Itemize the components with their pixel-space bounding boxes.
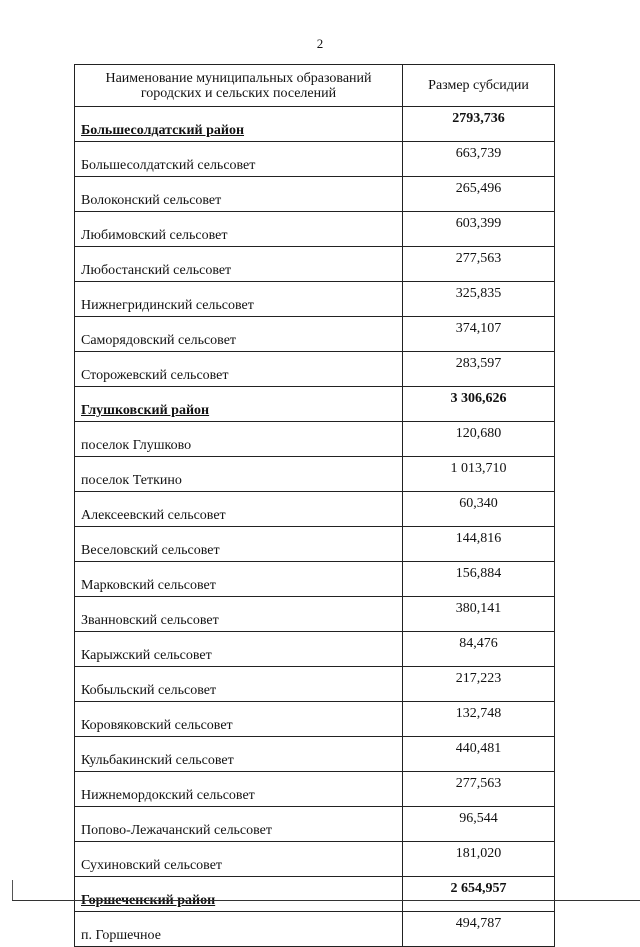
table-row — [75, 632, 555, 667]
district-name: Горшеченский район — [81, 893, 216, 908]
table-row — [75, 737, 555, 772]
subsidy-amount: 60,340 — [403, 492, 555, 527]
settlement-name: Сухиновский сельсовет — [75, 842, 403, 877]
subsidy-amount: 144,816 — [403, 527, 555, 562]
settlement-name: Кобыльский сельсовет — [75, 667, 403, 702]
table-row — [75, 912, 555, 947]
subsidy-table — [74, 64, 555, 947]
table-row — [75, 597, 555, 632]
scan-bottom-edge — [12, 900, 640, 901]
table-header-row — [75, 65, 555, 107]
subsidy-amount: 277,563 — [403, 247, 555, 282]
district-name: Большесолдатский район — [81, 123, 245, 138]
district-amount: 3 306,626 — [403, 387, 555, 422]
table-row — [75, 352, 555, 387]
settlement-name: Карыжский сельсовет — [75, 632, 403, 667]
settlement-name: Сторожевский сельсовет — [75, 352, 403, 387]
subsidy-amount: 663,739 — [403, 142, 555, 177]
table-row — [75, 667, 555, 702]
subsidy-amount: 84,476 — [403, 632, 555, 667]
settlement-name: п. Горшечное — [75, 912, 403, 947]
subsidy-amount: 217,223 — [403, 667, 555, 702]
subsidy-amount: 277,563 — [403, 772, 555, 807]
table-row — [75, 247, 555, 282]
district-row-gorshechensky — [75, 877, 555, 912]
table-row — [75, 422, 555, 457]
settlement-name: Веселовский сельсовет — [75, 527, 403, 562]
settlement-name: Нижнемордокский сельсовет — [75, 772, 403, 807]
table-row — [75, 457, 555, 492]
subsidy-amount: 181,020 — [403, 842, 555, 877]
table-row — [75, 807, 555, 842]
table-row — [75, 282, 555, 317]
table-row — [75, 212, 555, 247]
subsidy-amount: 325,835 — [403, 282, 555, 317]
settlement-name: поселок Теткино — [75, 457, 403, 492]
settlement-name: Алексеевский сельсовет — [75, 492, 403, 527]
table-row — [75, 317, 555, 352]
scan-margin-mark — [12, 880, 13, 900]
header-subsidy-amount: Размер субсидии — [403, 65, 555, 107]
settlement-name: Марковский сельсовет — [75, 562, 403, 597]
table-row — [75, 492, 555, 527]
table-row — [75, 527, 555, 562]
subsidy-amount: 1 013,710 — [403, 457, 555, 492]
header-municipality: Наименование муниципальных образований городских и сельских поселений — [75, 65, 403, 107]
settlement-name: Большесолдатский сельсовет — [75, 142, 403, 177]
settlement-name: Попово-Лежачанский сельсовет — [75, 807, 403, 842]
subsidy-amount: 283,597 — [403, 352, 555, 387]
subsidy-amount: 265,496 — [403, 177, 555, 212]
settlement-name: Любостанский сельсовет — [75, 247, 403, 282]
page-number: 2 — [316, 36, 324, 51]
table-row — [75, 177, 555, 212]
settlement-name: поселок Глушково — [75, 422, 403, 457]
subsidy-amount: 132,748 — [403, 702, 555, 737]
district-name: Глушковский район — [81, 403, 210, 418]
subsidy-amount: 374,107 — [403, 317, 555, 352]
table-row — [75, 142, 555, 177]
table-row — [75, 702, 555, 737]
subsidy-amount: 603,399 — [403, 212, 555, 247]
settlement-name: Нижнегридинский сельсовет — [75, 282, 403, 317]
district-amount: 2 654,957 — [403, 877, 555, 912]
settlement-name: Званновский сельсовет — [75, 597, 403, 632]
table-row — [75, 772, 555, 807]
district-row-glushkovsky — [75, 387, 555, 422]
table-row — [75, 562, 555, 597]
subsidy-amount: 96,544 — [403, 807, 555, 842]
district-row-bolshesoldatsky — [75, 107, 555, 142]
subsidy-amount: 440,481 — [403, 737, 555, 772]
settlement-name: Саморядовский сельсовет — [75, 317, 403, 352]
table-row — [75, 842, 555, 877]
settlement-name: Любимовский сельсовет — [75, 212, 403, 247]
subsidy-amount: 494,787 — [403, 912, 555, 947]
settlement-name: Волоконский сельсовет — [75, 177, 403, 212]
subsidy-amount: 380,141 — [403, 597, 555, 632]
subsidy-amount: 156,884 — [403, 562, 555, 597]
subsidy-amount: 120,680 — [403, 422, 555, 457]
settlement-name: Кульбакинский сельсовет — [75, 737, 403, 772]
settlement-name: Коровяковский сельсовет — [75, 702, 403, 737]
district-amount: 2793,736 — [403, 107, 555, 142]
